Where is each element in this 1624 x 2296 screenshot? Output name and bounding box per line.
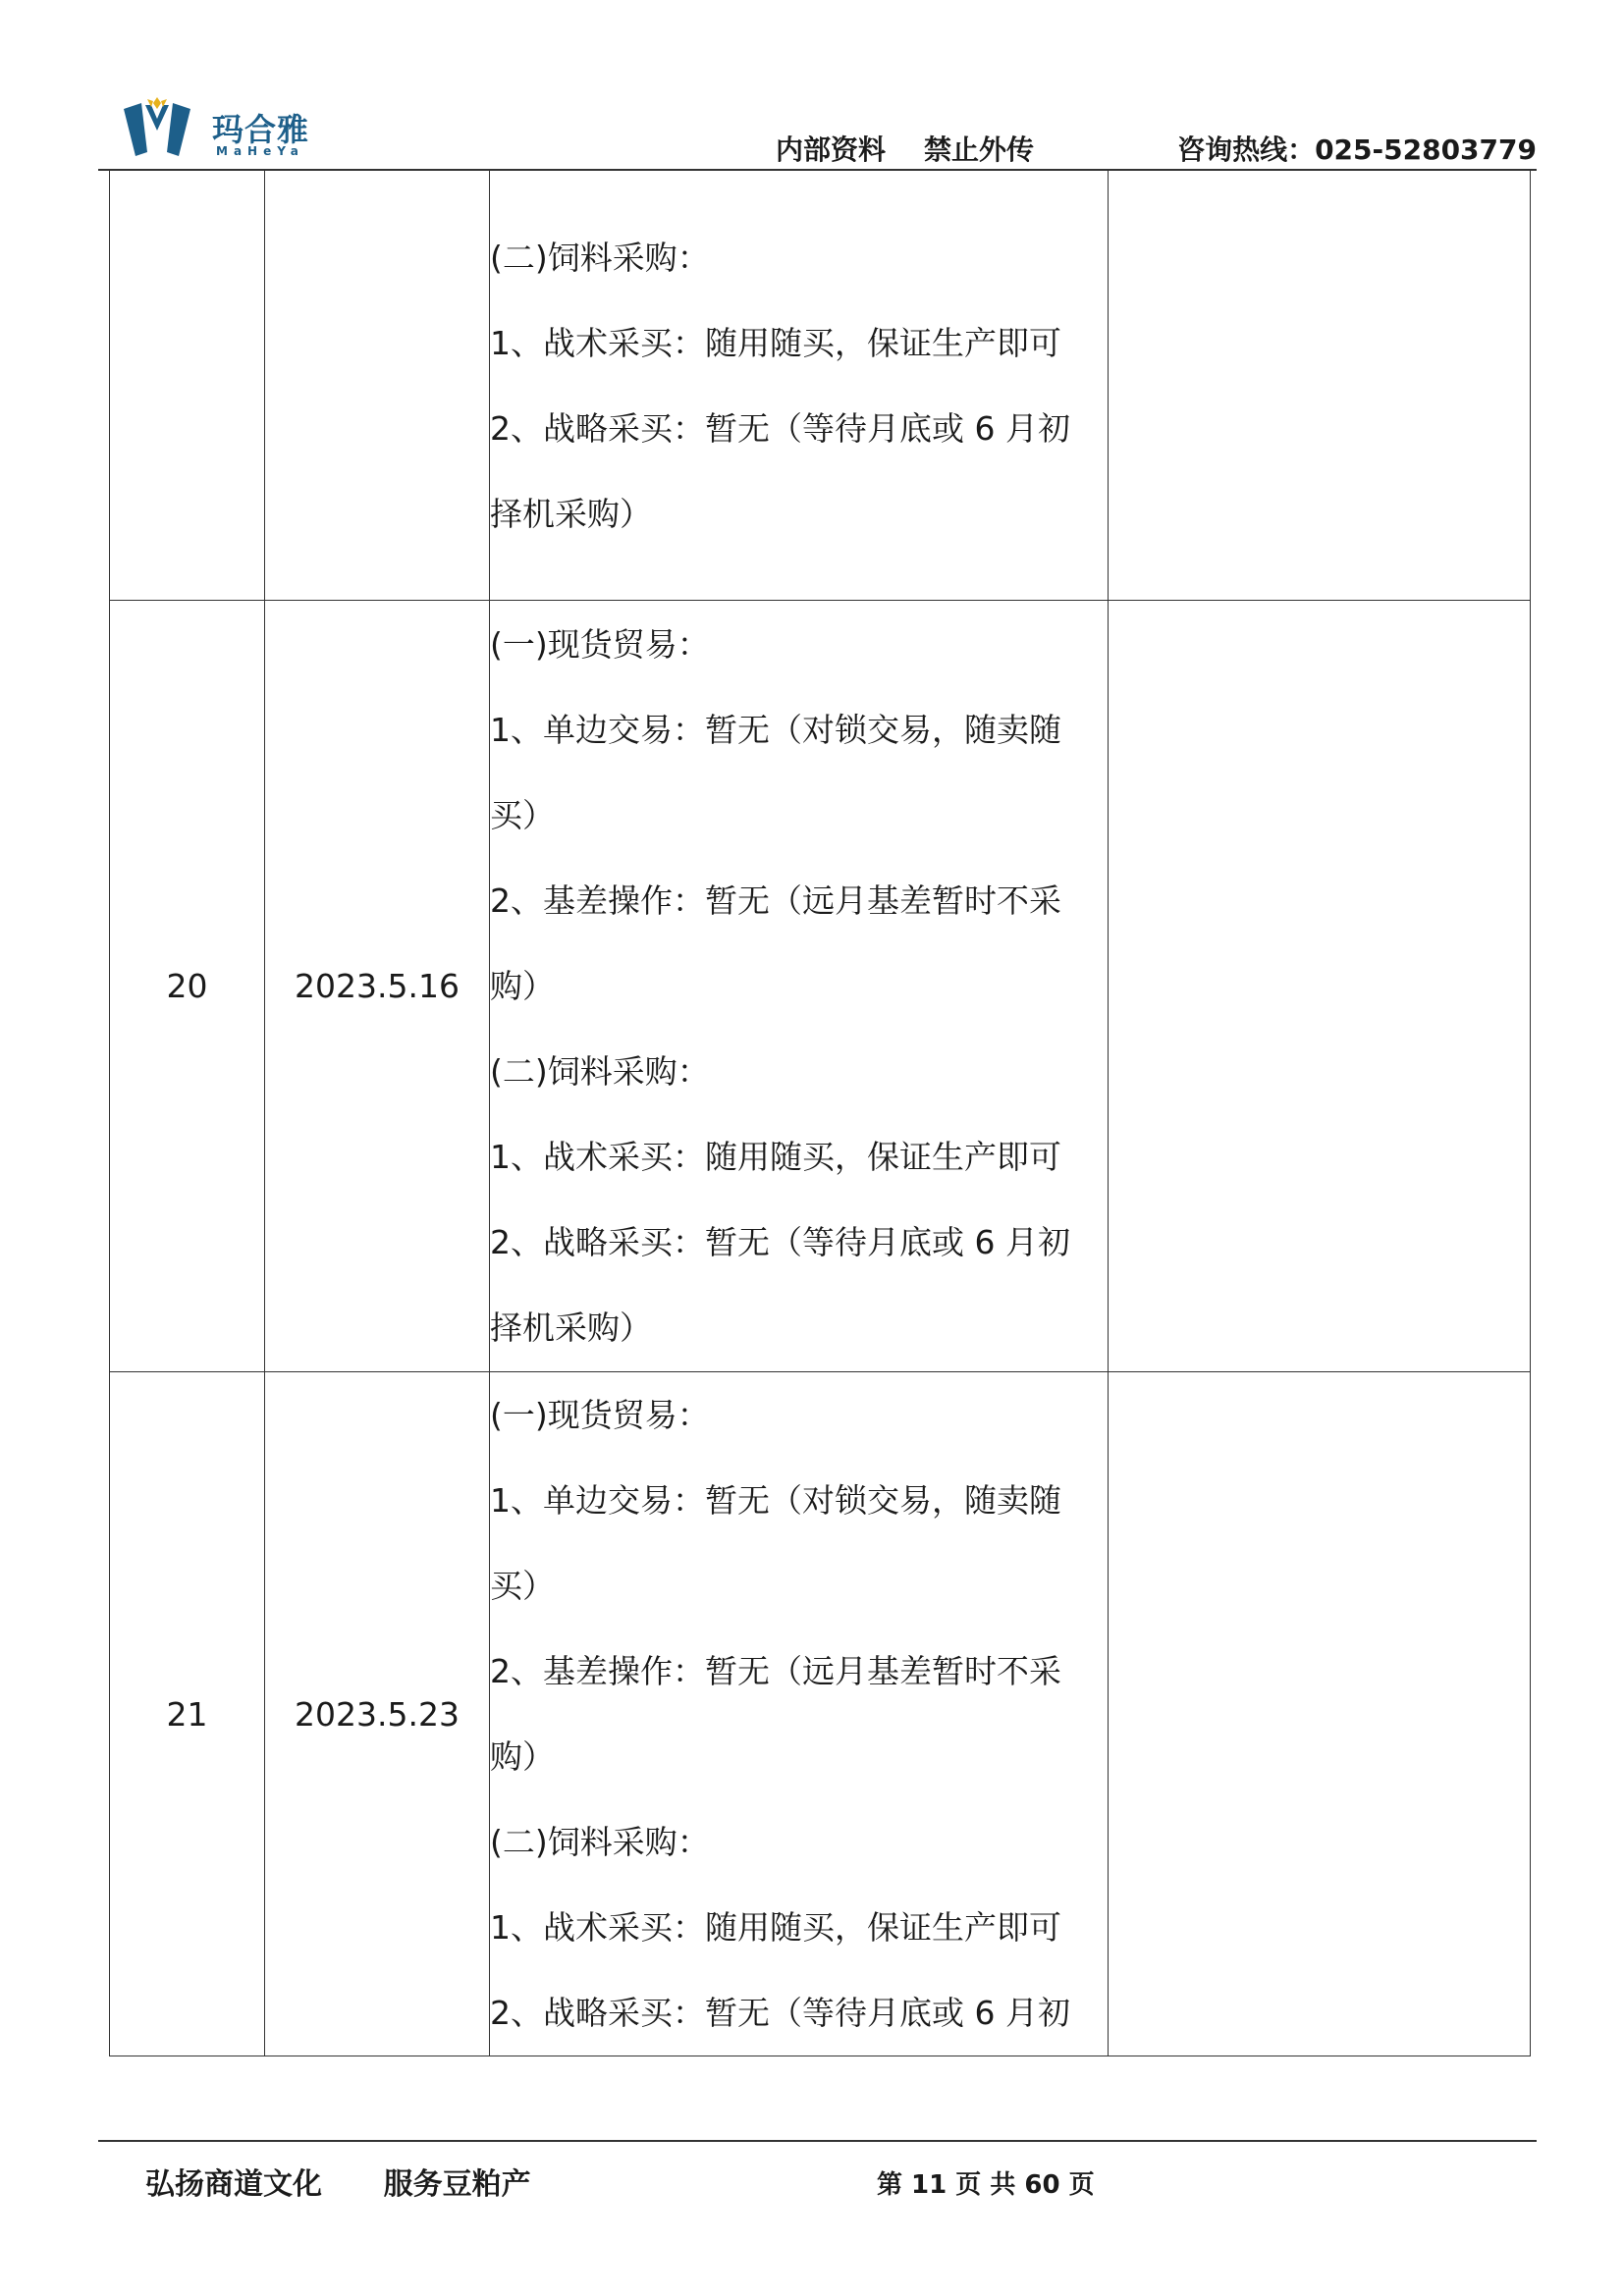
- table-row: [110, 601, 1531, 1372]
- row-date: 2023.5.16: [265, 601, 490, 1372]
- trading-record-table: [109, 170, 1531, 2056]
- content-line: 购）: [490, 1737, 555, 1776]
- content-line: 择机采购）: [490, 494, 652, 533]
- content-line: 2、战略采买：暂无（等待月底或 6 月初: [490, 1223, 1070, 1261]
- content-line: 2、基差操作：暂无（远月基差暂时不采: [490, 1652, 1061, 1690]
- row-note: [1109, 1372, 1531, 2056]
- row-index: [110, 171, 265, 601]
- content-line: (二)饲料采购：: [490, 1823, 710, 1861]
- table-row: [110, 171, 1531, 601]
- row-note: [1109, 601, 1531, 1372]
- content-line: 1、战术采买：随用随买，保证生产即可: [490, 1908, 1061, 1947]
- footer-divider: [98, 2140, 1537, 2142]
- content-line: 购）: [490, 967, 555, 1005]
- logo-chinese-text: 玛合雅: [212, 111, 310, 148]
- footer-slogan: 弘扬商道文化 服务豆粕产: [145, 2167, 531, 2202]
- row-date: 2023.5.23: [265, 1372, 490, 2056]
- logo-english-text: MaHeYa: [216, 144, 304, 158]
- content-line: 2、战略采买：暂无（等待月底或 6 月初: [490, 408, 1070, 448]
- row-date: [265, 171, 490, 601]
- content-line: 2、基差操作：暂无（远月基差暂时不采: [490, 881, 1061, 920]
- content-line: 1、战术采买：随用随买，保证生产即可: [490, 1138, 1061, 1176]
- row-content: [490, 601, 1109, 1372]
- content-line: (一)现货贸易：: [490, 625, 710, 664]
- content-line: 1、单边交易：暂无（对锁交易，随卖随: [490, 1481, 1061, 1520]
- content-line: 2、战略采买：暂无（等待月底或 6 月初: [490, 1994, 1070, 2032]
- content-line: (二)饲料采购：: [490, 1052, 710, 1091]
- table-row: [110, 1372, 1531, 2056]
- row-content: [490, 1372, 1109, 2056]
- content-line: 1、战术采买：随用随买，保证生产即可: [490, 323, 1061, 362]
- content-line: 1、单边交易：暂无（对锁交易，随卖随: [490, 711, 1061, 749]
- row-content: [490, 171, 1109, 601]
- content-line: (一)现货贸易：: [490, 1396, 710, 1434]
- internal-notice: 内部资料 禁止外传: [776, 133, 1034, 166]
- page-number: 第 11 页 共 60 页: [877, 2170, 1095, 2200]
- content-line: 买）: [490, 1567, 555, 1605]
- content-line: 买）: [490, 796, 555, 834]
- content-line: 择机采购）: [490, 1308, 652, 1347]
- row-note: [1109, 171, 1531, 601]
- logo-emblem-icon: [118, 95, 196, 160]
- company-logo: [118, 93, 314, 162]
- row-index: 20: [110, 601, 265, 1372]
- page-header: [98, 93, 1537, 172]
- content-line: (二)饲料采购：: [490, 238, 710, 277]
- hotline: 咨询热线：025-52803779: [1177, 133, 1537, 166]
- row-index: 21: [110, 1372, 265, 2056]
